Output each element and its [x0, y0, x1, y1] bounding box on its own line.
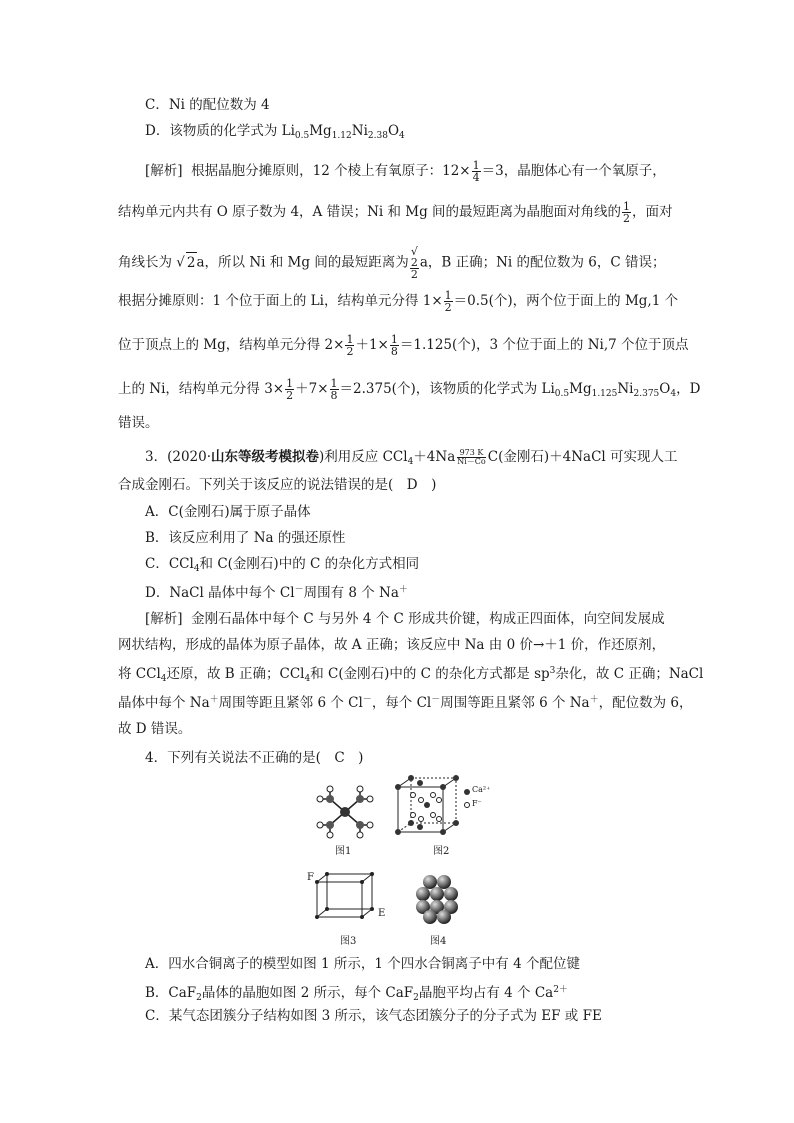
q3-analysis-line-5: 故 D 错误。	[118, 721, 192, 737]
fraction: $\frac{1}{2}$	[346, 333, 354, 358]
q2-analysis-line-7: 错误。	[118, 415, 159, 431]
q2-option-d: D．该物质的化学式为 $Li_{0.5}Mg_{1.12}Ni_{2.38}O_4$	[145, 123, 405, 141]
q4-option-c: C．某气态团簇分子结构如图 3 所示，该气态团簇分子的分子式为 EF 或 FE	[145, 1008, 602, 1024]
q2-analysis-line-1: [解析] 根据晶胞分摊原则，12 个棱上有氧原子：12× $\frac{1}{4}$ ＝3，晶胞体心有一个氧原子，	[145, 159, 666, 184]
q3-stem-line-2: 合成金刚石。下列关于该反应的说法错误的是( D )	[118, 477, 437, 493]
legend-ca-label: Ca²⁺	[472, 785, 491, 794]
q2-analysis-line-5: 位于顶点上的 Mg，结构单元分得 2× $\frac{1}{2}$ ＋1× $\frac{1}{8}$ ＝1.125(个)，3 个位于面上的 Ni,7 个位于顶点	[118, 333, 689, 358]
figure-3-label-e: E	[378, 908, 386, 919]
q4-option-b: B．CaF$_2$晶体的晶胞如图 2 所示，每个 CaF$_2$晶胞平均占有 4 个 $Ca^{2+}$	[145, 985, 568, 1003]
q4-stem: 4．下列有关说法不正确的是( C )	[145, 750, 364, 766]
fraction: $\frac{1}{8}$	[390, 333, 398, 358]
q3-analysis-line-3: 将 CCl$_4$还原，故 B 正确；CCl$_4$和 C(金刚石)中的 C 的杂化方式都是 $sp^3$杂化，故 C 正确；NaCl	[118, 666, 704, 684]
q3-option-a: A．C(金刚石)属于原子晶体	[145, 504, 311, 520]
fraction: $\frac{1}{4}$	[472, 159, 480, 184]
figure-4-caption: 图4	[430, 936, 447, 947]
legend-f-label: F⁻	[472, 799, 482, 808]
reaction-condition: $\frac{973 K}{Ni-Co}$	[457, 448, 486, 466]
fraction: $\frac{1}{2}$	[623, 200, 631, 225]
figure-3-cluster-cube	[312, 870, 382, 920]
q3-analysis-line-4: 晶体中每个 Na＋周围等距且紧邻 6 个 Cl－，每个 Cl－周围等距且紧邻 6 个 Na＋，配位数为 6，	[118, 695, 693, 711]
figure-3-caption: 图3	[340, 936, 357, 947]
q2-analysis-line-6: 上的 Ni，结构单元分得 3× $\frac{1}{2}$ ＋7× $\frac{1}{8}$ ＝2.375(个)，该物质的化学式为 $Li_{0.5}Mg_{1.125}Ni_{2.375}O_4$，D	[118, 377, 701, 402]
figure-4-sphere-cluster	[412, 873, 462, 925]
figure-3-label-f: F	[307, 872, 314, 883]
fraction: $\frac{1}{2}$	[286, 377, 294, 402]
q3-analysis-line-1: [解析] 金刚石晶体中每个 C 与另外 4 个 C 形成共价键，构成正四面体，向空间发展成	[145, 611, 665, 627]
q2-analysis-line-3: 角线长为 √ 2a，所以 Ni 和 Mg 间的最短距离为 √ 2 2 a，B 正确；Ni 的配位数为 6，C 错误；	[118, 245, 666, 281]
fraction: √ 2 2	[410, 245, 418, 281]
q3-analysis-line-2: 网状结构，形成的晶体为原子晶体，故 A 正确；该反应中 Na 由 0 价→＋1 价，作还原剂，	[118, 637, 666, 653]
q3-option-d: D．NaCl 晶体中每个 Cl－周围有 8 个 Na＋	[145, 585, 408, 601]
q3-stem-line-1: 3．(2020·山东等级考模拟卷)利用反应 CCl$_4$＋4Na $\frac{973 K}{Ni-Co}$ C(金刚石)＋4NaCl 可实现人工	[145, 448, 678, 467]
figure-1-caption: 图1	[335, 846, 352, 857]
q2-analysis-line-4: 根据分摊原则：1 个位于面上的 Li，结构单元分得 1× $\frac{1}{2}$ ＝0.5(个)，两个位于面上的 Mg,1 个	[118, 289, 679, 314]
figure-2-legend-markers	[463, 788, 471, 818]
fraction: $\frac{1}{8}$	[330, 377, 338, 402]
q3-option-c: C．CCl$_4$和 C(金刚石)中的 C 的杂化方式相同	[145, 556, 420, 574]
fraction: $\frac{1}{2}$	[444, 289, 452, 314]
figure-1-molecule-diagram	[310, 785, 380, 840]
q4-option-a: A．四水合铜离子的模型如图 1 所示，1 个四水合铜离子中有 4 个配位键	[145, 956, 580, 972]
q2-option-c: C．Ni 的配位数为 4	[145, 97, 270, 113]
figure-2-caption: 图2	[433, 846, 450, 857]
q3-option-b: B．该反应利用了 Na 的强还原性	[145, 530, 346, 546]
q2-analysis-line-2: 结构单元内共有 O 原子数为 4，A 错误；Ni 和 Mg 间的最短距离为晶胞面对角线的 $\frac{1}{2}$ ，面对	[118, 200, 673, 225]
figure-2-caf2-cell	[393, 775, 463, 835]
